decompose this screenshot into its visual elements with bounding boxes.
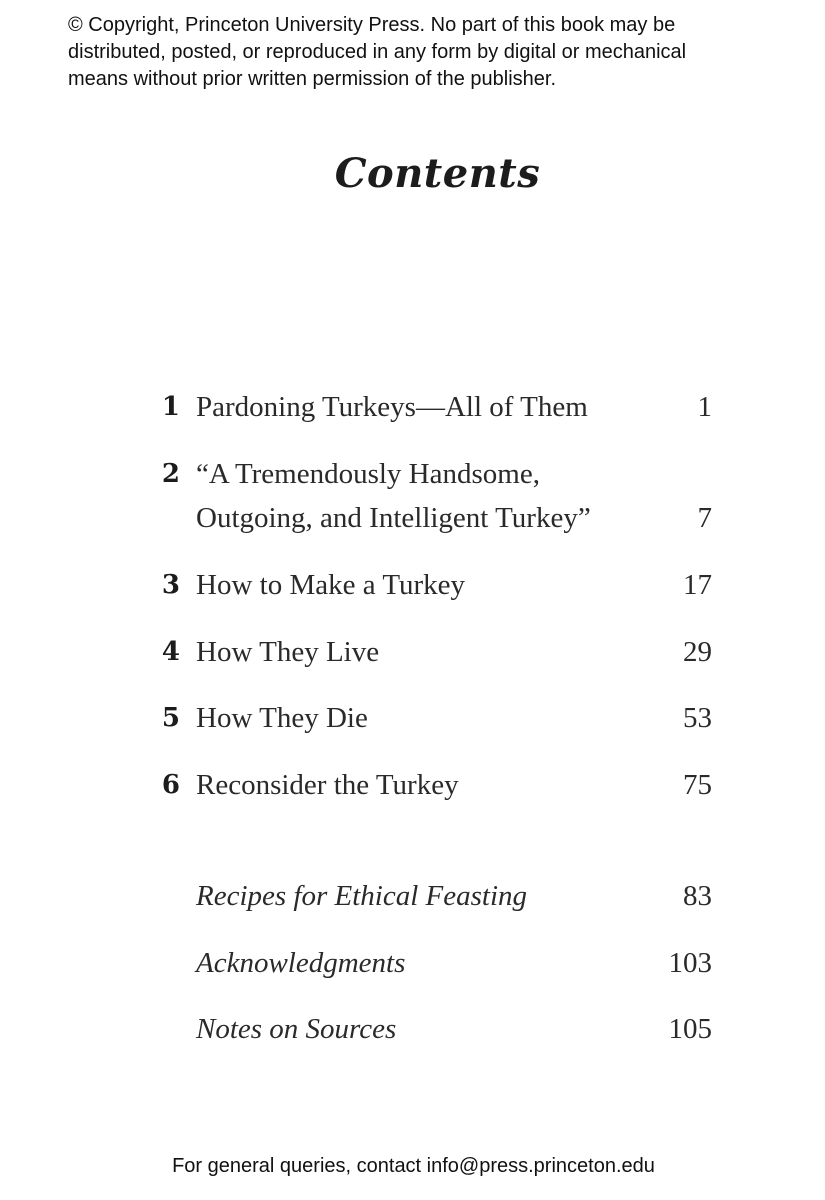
page-number: 75	[683, 769, 712, 801]
copyright-notice	[68, 12, 788, 93]
page-number: 29	[683, 636, 712, 668]
chapter-title	[196, 630, 656, 674]
chapter-title	[196, 385, 656, 429]
back-matter-title: Acknowledgments	[196, 947, 406, 979]
chapter-number: 5	[161, 703, 180, 733]
chapter-number: 2	[161, 459, 180, 489]
page-number: 1	[697, 391, 712, 423]
chapter-title	[196, 452, 656, 540]
copyright-line: © Copyright, Princeton University Press. No part of this book may be	[68, 14, 676, 36]
page-number: 103	[668, 947, 712, 979]
copyright-line: means without prior written permission of the publisher.	[68, 68, 557, 90]
chapter-title	[196, 696, 656, 740]
back-matter-title: Notes on Sources	[196, 1013, 397, 1045]
chapter-title-line: “A Tremendously Handsome,	[196, 458, 540, 490]
back-matter-title: Recipes for Ethical Feasting	[196, 880, 528, 912]
chapter-title-line: Reconsider the Turkey	[196, 769, 459, 801]
page-number: 7	[697, 502, 712, 534]
chapter-title-line: How to Make a Turkey	[196, 569, 466, 601]
chapter-title-line: Outgoing, and Intelligent Turkey”	[196, 502, 591, 534]
chapter-title-line: How They Live	[196, 636, 380, 668]
page-number: 53	[683, 702, 712, 734]
page-title: Contents	[334, 150, 541, 197]
chapter-title-line: How They Die	[196, 702, 368, 734]
chapter-number: 4	[161, 637, 180, 667]
chapter-title	[196, 563, 656, 607]
chapter-title-line: Pardoning Turkeys—All of Them	[196, 391, 588, 423]
contact-footer: For general queries, contact info@press.princeton.edu	[172, 1155, 655, 1177]
page-number: 17	[683, 569, 712, 601]
chapter-number: 3	[161, 570, 180, 600]
chapter-number: 1	[161, 392, 180, 422]
chapter-title	[196, 763, 656, 807]
page-number: 105	[668, 1013, 712, 1045]
copyright-line: distributed, posted, or reproduced in any form by digital or mechanical	[68, 41, 687, 63]
chapter-number: 6	[161, 770, 180, 800]
page-number: 83	[683, 880, 712, 912]
